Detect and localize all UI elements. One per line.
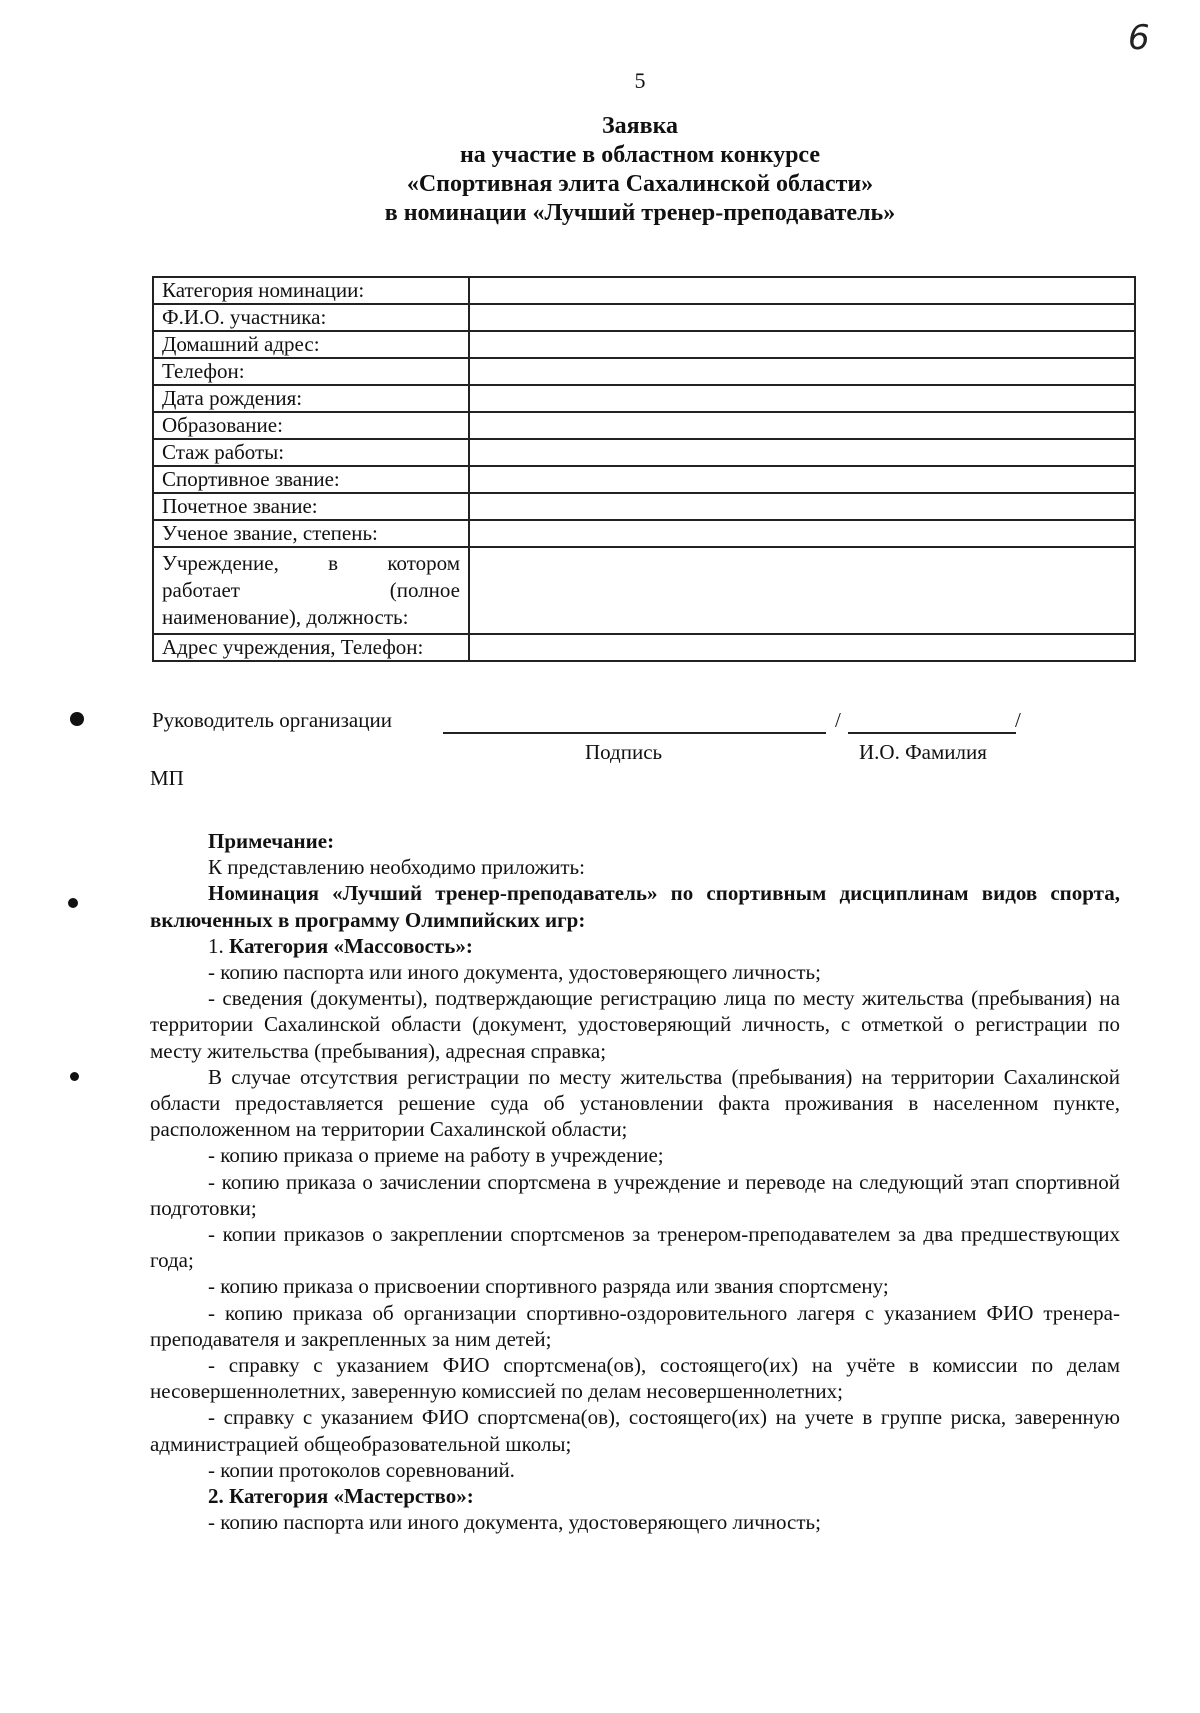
- form-label: Спортивное звание:: [153, 466, 469, 493]
- document-title: [150, 112, 1130, 228]
- note-heading: Примечание:: [208, 829, 335, 853]
- form-label-line: работает (полное: [162, 578, 460, 602]
- form-row: [153, 547, 1135, 634]
- form-row: [153, 439, 1135, 466]
- form-row: [153, 304, 1135, 331]
- handwritten-page-number: 6: [1128, 18, 1150, 58]
- form-row: [153, 466, 1135, 493]
- signature-caption: Подпись: [585, 740, 663, 764]
- name-caption: И.О. Фамилия: [859, 740, 987, 764]
- form-value-field[interactable]: [469, 520, 1135, 547]
- list-item: - справку с указанием ФИО спортсмена(ов), состоящего(их) на учёте в комиссии по делам несовершеннолетних, заверенную комиссией по делам несовершеннолетних;: [150, 1353, 1120, 1404]
- form-row: [153, 520, 1135, 547]
- list-item: В случае отсутствия регистрации по месту жительства (пребывания) на территории Сахалинской области предоставляется решение суда об установлении факта проживания в населенном пункте, расположенном на территории Сахалинской области;: [150, 1064, 1120, 1142]
- form-row: [153, 277, 1135, 304]
- form-label: Категория номинации:: [153, 277, 469, 304]
- category1-number: 1.: [208, 933, 224, 958]
- form-value-field[interactable]: [469, 493, 1135, 520]
- list-item: - копию приказа о приеме на работу в учреждение;: [208, 1143, 664, 1168]
- list-item: - копию приказа об организации спортивно-оздоровительного лагеря с указанием ФИО тренера-преподавателя и закрепленных за ним детей;: [150, 1300, 1120, 1351]
- scan-mark: [70, 712, 84, 726]
- signature-line[interactable]: [443, 732, 826, 734]
- category1-heading: [150, 933, 1120, 959]
- form-value-field[interactable]: [469, 331, 1135, 358]
- title-line-2: на участие в областном конкурсе: [459, 142, 821, 168]
- form-value-field[interactable]: [469, 385, 1135, 412]
- list-item: - копии протоколов соревнований.: [208, 1457, 515, 1482]
- form-label-line: Учреждение, в котором: [162, 551, 460, 575]
- form-label-multiline: [153, 547, 469, 634]
- form-label: Ученое звание, степень:: [153, 520, 469, 547]
- name-slash: /: [1015, 708, 1021, 732]
- category2-heading: 2. Категория «Мастерство»:: [208, 1484, 474, 1509]
- form-value-field[interactable]: [469, 277, 1135, 304]
- application-form-table: [152, 276, 1136, 662]
- nomination-heading: Номинация «Лучший тренер-преподаватель» по спортивным дисциплинам видов спорта, включенных в программу Олимпийских игр:: [150, 881, 1120, 932]
- list-item: - копии приказов о закреплении спортсменов за тренером-преподавателем за два предшествующих года;: [150, 1222, 1120, 1273]
- form-row: [153, 331, 1135, 358]
- form-row: [153, 634, 1135, 661]
- form-label: Стаж работы:: [153, 439, 469, 466]
- list-item: - копию приказа о зачислении спортсмена в учреждение и переводе на следующий этап спортивной подготовки;: [150, 1169, 1120, 1220]
- form-label: Телефон:: [153, 358, 469, 385]
- title-line-3: «Спортивная элита Сахалинской области»: [406, 171, 874, 197]
- list-item: - копию приказа о присвоении спортивного разряда или звания спортсмену;: [208, 1274, 889, 1299]
- title-line-1: Заявка: [601, 113, 679, 139]
- list-item: - копию паспорта или иного документа, удостоверяющего личность;: [208, 1510, 821, 1535]
- list-item: - копию паспорта или иного документа, удостоверяющего личность;: [208, 960, 821, 985]
- form-value-field[interactable]: [469, 634, 1135, 661]
- form-value-field[interactable]: [469, 547, 1135, 634]
- signature-slash: /: [835, 708, 841, 732]
- signature-label: Руководитель организации: [152, 708, 392, 732]
- form-label: Почетное звание:: [153, 493, 469, 520]
- stamp-place: МП: [150, 766, 184, 790]
- form-label: Ф.И.О. участника:: [153, 304, 469, 331]
- form-value-field[interactable]: [469, 358, 1135, 385]
- form-row: [153, 493, 1135, 520]
- form-row: [153, 385, 1135, 412]
- form-label: Адрес учреждения, Телефон:: [153, 634, 469, 661]
- form-row: [153, 412, 1135, 439]
- form-label-line: наименование), должность:: [162, 605, 409, 629]
- scan-mark: [68, 898, 78, 908]
- form-row: [153, 358, 1135, 385]
- note-section: [150, 828, 1120, 1535]
- form-label: Домашний адрес:: [153, 331, 469, 358]
- form-value-field[interactable]: [469, 439, 1135, 466]
- page-number: 5: [634, 68, 646, 93]
- note-intro: К представлению необходимо приложить:: [208, 855, 585, 880]
- form-label: Дата рождения:: [153, 385, 469, 412]
- form-value-field[interactable]: [469, 304, 1135, 331]
- form-value-field[interactable]: [469, 466, 1135, 493]
- list-item: - справку с указанием ФИО спортсмена(ов), состоящего(их) на учете в группе риска, заверенную администрацией общеобразовательной школы;: [150, 1405, 1120, 1456]
- name-line[interactable]: [848, 732, 1016, 734]
- form-label: Образование:: [153, 412, 469, 439]
- scan-mark: [70, 1072, 79, 1081]
- list-item: - сведения (документы), подтверждающие регистрацию лица по месту жительства (пребывания) на территории Сахалинской области (документ, удостоверяющий личность, с отметкой о регистрации по месту жительства (пребывания), адресная справка;: [150, 986, 1120, 1063]
- form-value-field[interactable]: [469, 412, 1135, 439]
- title-line-4: в номинации «Лучший тренер-преподаватель»: [384, 200, 896, 226]
- category1-title: Категория «Массовость»:: [229, 933, 473, 958]
